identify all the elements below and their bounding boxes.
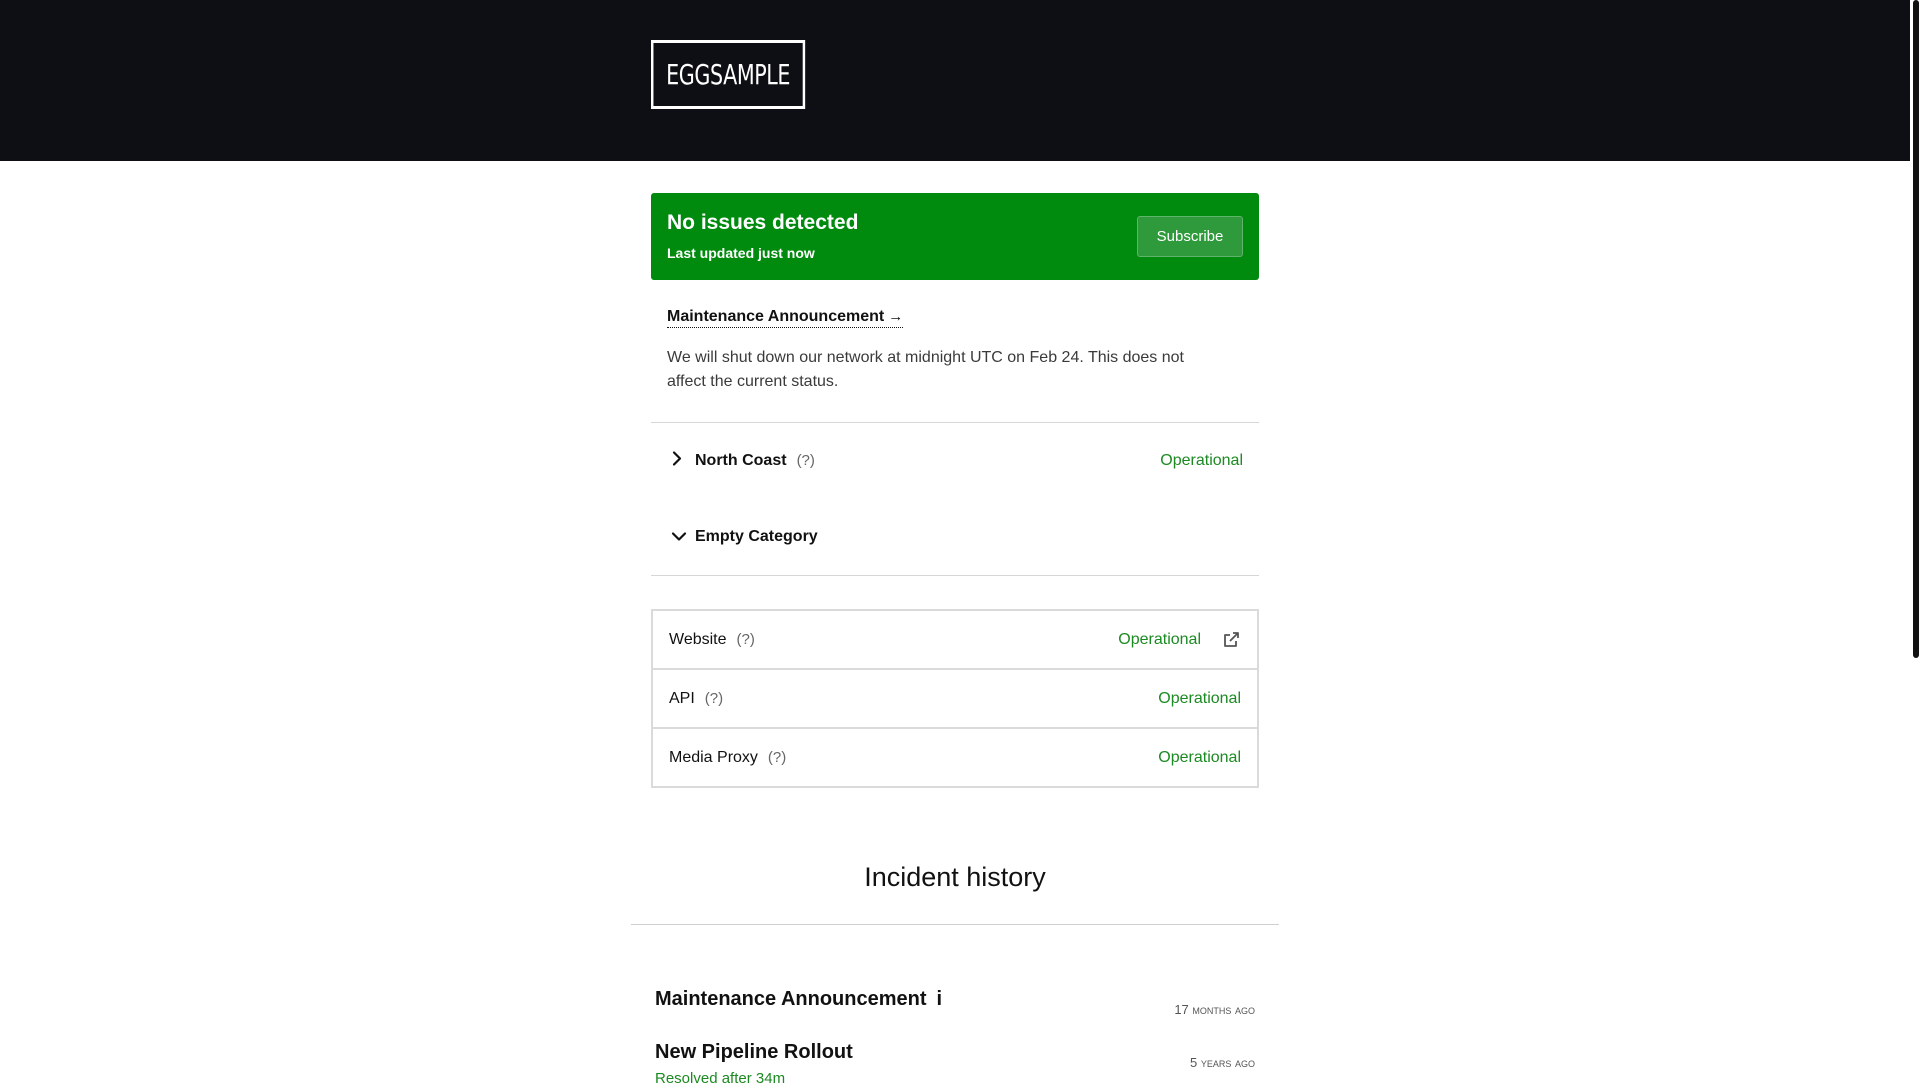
component-row-website — [653, 611, 1257, 670]
component-name-label: Media Proxy — [669, 748, 758, 766]
announcement — [651, 308, 1259, 394]
incident-title-label: Maintenance Announcement — [655, 988, 927, 1010]
divider — [651, 575, 1259, 576]
help-tooltip-trigger[interactable]: (?) — [796, 452, 815, 469]
component-status: Operational — [1158, 689, 1241, 707]
group-name — [695, 452, 815, 470]
group-name: Empty Category — [695, 528, 818, 545]
component-status: Operational — [1118, 630, 1201, 648]
arrow-right-icon: → — [888, 308, 904, 325]
status-title: No issues detected — [667, 211, 859, 234]
incident-resolved-status: Resolved after 34m — [655, 1070, 786, 1087]
help-tooltip-trigger[interactable]: (?) — [736, 630, 755, 648]
help-tooltip-trigger[interactable]: (?) — [767, 748, 787, 766]
group-status: Operational — [1160, 452, 1243, 469]
incident-title[interactable]: New Pipeline Rollout — [655, 1041, 853, 1063]
group-row-north-coast[interactable] — [651, 423, 1259, 499]
group-row-empty-category[interactable] — [651, 499, 1259, 575]
chevron-right-icon[interactable] — [671, 451, 683, 472]
incident-title[interactable] — [655, 988, 942, 1010]
info-icon[interactable]: i — [936, 988, 943, 1010]
component-name — [669, 690, 723, 708]
site-logo[interactable]: EGGSAMPLE — [651, 40, 805, 109]
incident-item[interactable] — [655, 988, 1255, 1017]
component-status: Operational — [1158, 748, 1241, 766]
top-bar — [0, 0, 1910, 161]
status-banner — [651, 193, 1259, 280]
external-link-icon[interactable] — [1221, 630, 1241, 650]
main-container — [651, 193, 1259, 788]
incident-time: 5 years ago — [1190, 1055, 1255, 1070]
incident-time: 17 months ago — [1174, 1002, 1255, 1017]
incident-item[interactable] — [655, 1041, 1255, 1087]
subscribe-button[interactable]: Subscribe — [1137, 216, 1243, 257]
announcement-link[interactable] — [667, 308, 903, 328]
chevron-down-icon[interactable] — [671, 527, 687, 548]
group-name-label: North Coast — [695, 452, 787, 469]
divider — [631, 924, 1279, 925]
last-updated-text: Last updated just now — [667, 245, 815, 261]
component-name — [669, 631, 755, 649]
components-list — [651, 609, 1259, 788]
component-row-api — [653, 670, 1257, 729]
announcement-link-label: Maintenance Announcement — [667, 308, 885, 325]
component-name — [669, 749, 786, 767]
announcement-body: We will shut down our network at midnight UTC on Feb 24. This does not affect the current status. — [667, 349, 1184, 390]
component-name-label: API — [669, 689, 695, 707]
component-name-label: Website — [669, 630, 727, 648]
component-row-media-proxy — [653, 729, 1257, 786]
scrollbar-thumb[interactable] — [1913, 0, 1919, 658]
incident-history-title: Incident history — [864, 862, 1046, 892]
help-tooltip-trigger[interactable]: (?) — [704, 689, 724, 707]
